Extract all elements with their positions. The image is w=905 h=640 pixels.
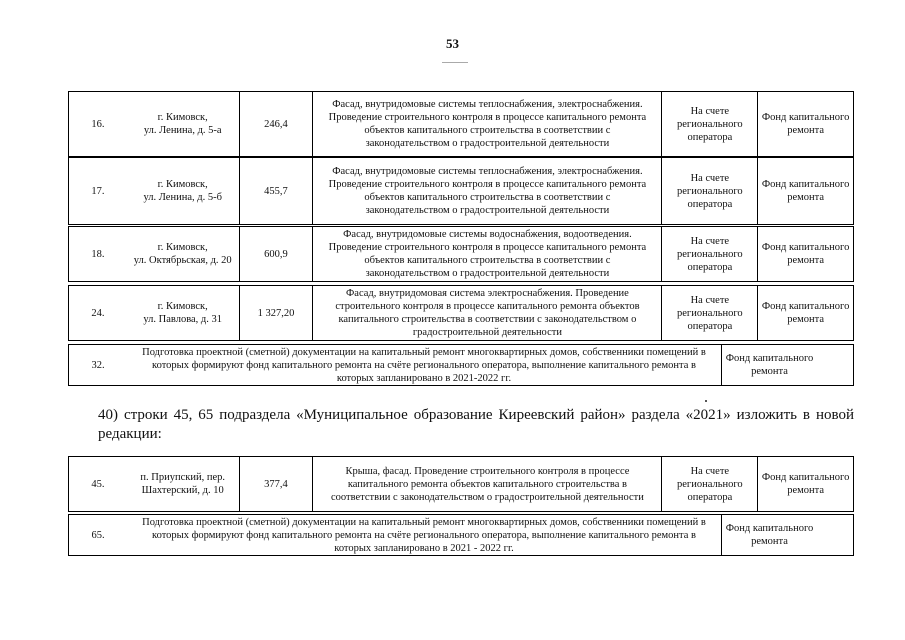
work-cell: Крыша, фасад. Проведение строительного контроля в процессе капитального ремонта объектов капитального строительства в соответствии с законодательством о градостроительной деятельности <box>312 457 661 511</box>
fund-cell: Фонд капитального ремонта <box>757 286 853 340</box>
address-cell: г. Кимовск, ул. Ленина, д. 5-а <box>143 112 222 136</box>
address-cell: г. Кимовск, ул. Павлова, д. 31 <box>143 301 223 325</box>
table-row-wide <box>68 344 854 386</box>
page-number: 53 <box>446 36 459 51</box>
row-number: 24. <box>91 307 105 319</box>
table-row <box>68 226 854 282</box>
cost-cell: 1 327,20 <box>239 286 313 340</box>
fund-cell: Фонд капитального ремонта <box>757 227 853 281</box>
fund-cell: Фонд капитального ремонта <box>721 345 817 385</box>
amendment-paragraph: 40) строки 45, 65 подраздела «Муниципальное образование Киреевский район» раздела «2021» изложить в новой редакции: <box>98 407 854 442</box>
operator-cell: На счете регионального оператора <box>661 457 757 511</box>
cost-cell: 600,9 <box>239 227 313 281</box>
table-row <box>68 91 854 157</box>
wide-text-cell: Подготовка проектной (сметной) документации на капитальный ремонт многоквартирных домов, собственники помещений в которых формируют фонд капитального ремонта на счёте регионального оператора, выполнение капитального ремонта в которых запланировано в 2021 - 2022 гг. <box>142 516 706 554</box>
operator-cell: На счете регионального оператора <box>661 92 757 156</box>
table-row <box>68 157 854 225</box>
row-number: 18. <box>91 248 105 260</box>
operator-cell: На счете регионального оператора <box>661 227 757 281</box>
work-cell: Фасад, внутридомовые системы водоснабжения, водоотведения. Проведение строительного контроля в процессе капитального ремонта объектов капитального строительства в соответствии с законодательством о градостроительной деятельности <box>312 227 661 281</box>
operator-cell: На счете регионального оператора <box>661 158 757 224</box>
address-cell: г. Кимовск, ул. Октябрьская, д. 20 <box>133 242 232 266</box>
scan-dot <box>705 400 707 402</box>
cost-cell: 455,7 <box>239 158 313 224</box>
address-cell: г. Кимовск, ул. Ленина, д. 5-б <box>143 179 222 203</box>
work-cell: Фасад, внутридомовые системы теплоснабжения, электроснабжения. Проведение строительного контроля в процессе капитального ремонта объектов капитального строительства в соответствии с законодательством о градостроительной деятельности <box>312 92 661 156</box>
fund-cell: Фонд капитального ремонта <box>757 158 853 224</box>
row-number: 45. <box>91 478 105 490</box>
fund-cell: Фонд капитального ремонта <box>757 92 853 156</box>
wide-text-cell: Подготовка проектной (сметной) документации на капитальный ремонт многоквартирных домов, собственники помещений в которых формируют фонд капитального ремонта на счёте регионального оператора, выполнение капитального ремонта в которых запланировано в 2021-2022 гг. <box>142 346 706 384</box>
cost-cell: 377,4 <box>239 457 313 511</box>
row-number: 17. <box>91 185 105 197</box>
fund-cell: Фонд капитального ремонта <box>721 515 817 555</box>
cost-cell: 246,4 <box>239 92 313 156</box>
work-cell: Фасад, внутридомовая система электроснабжения. Проведение строительного контроля в процессе капитального ремонта объектов капитального строительства в соответствии с законодательством о градостроительной деятельности <box>312 286 661 340</box>
operator-cell: На счете регионального оператора <box>661 286 757 340</box>
work-cell: Фасад, внутридомовые системы теплоснабжения, электроснабжения. Проведение строительного контроля в процессе капитального ремонта объектов капитального строительства в соответствии с законодательством о градостроительной деятельности <box>312 158 661 224</box>
address-cell: п. Приупский, пер. Шахтерский, д. 10 <box>140 472 226 496</box>
table-row <box>68 456 854 512</box>
row-number: 32. <box>91 359 105 371</box>
row-number: 16. <box>91 118 105 130</box>
row-number: 65. <box>91 529 105 541</box>
table-row <box>68 285 854 341</box>
table-row-wide <box>68 514 854 556</box>
header-rule <box>442 62 468 63</box>
fund-cell: Фонд капитального ремонта <box>757 457 853 511</box>
